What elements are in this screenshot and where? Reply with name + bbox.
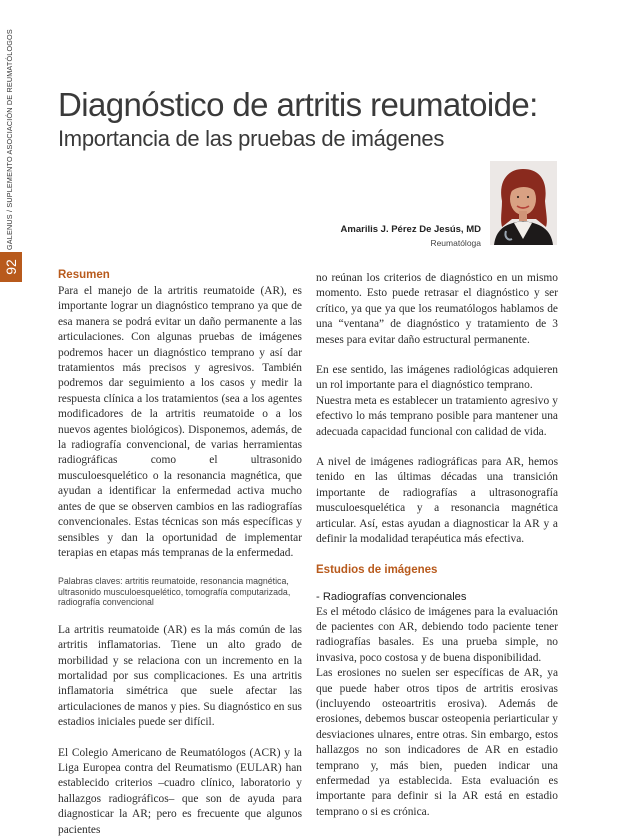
right-column (316, 271, 558, 820)
body-paragraph: La artritis reumatoide (AR) es la más común de las artritis inflamatorias. Tiene un alto grado de morbilidad y se relaciona con un incremento en la mortalidad por sus complicaciones. Es una artritis inflamatoria simétrica que suele afectar las articulaciones de manos y pies. Su diagnóstico en sus estadios iniciales puede ser difícil. (58, 623, 302, 729)
body-paragraph: Es el método clásico de imágenes para la evaluación de pacientes con AR, debiendo todo paciente tener radiografías basales. Es una prueba simple, no invasiva, poco costosa y de buena disponibilidad. (316, 605, 558, 664)
running-header-text: GALENUS / SUPLEMENTO ASOCIACIÓN DE REUMATÓLOGOS (5, 29, 14, 250)
body-paragraph: A nivel de imágenes radiográficas para AR, hemos tenido en las últimas décadas una transición importante de radiografías a ultrasonografía musculoesquelética y a resonancia magnética articular. Así, estas ayudan a diagnosticar la AR y a definir la modalidad terapéutica más efectiva. (316, 456, 558, 546)
author-role: Reumatóloga (430, 238, 481, 248)
page-number (3, 257, 19, 277)
estudios-heading: Estudios de imágenes (316, 563, 438, 576)
page-number-text: 92 (3, 259, 19, 275)
body-paragraph: En ese sentido, las imágenes radiológicas adquieren un rol importante para el diagnóstico temprano. (316, 364, 558, 392)
left-column (58, 268, 302, 838)
body-paragraph: El Colegio Americano de Reumatólogos (ACR) y la Liga Europea contra del Reumatismo (EULAR) han establecido criterios –cuadro clínico, laboratorio y hallazgos radiográficos– que son de ayuda para diagnosticar la AR; pero es frecuente que algunos pacientes (58, 746, 302, 836)
author-photo (490, 161, 557, 245)
article-title: Diagnóstico de artritis reumatoide: (58, 86, 538, 123)
resumen-paragraph: Para el manejo de la artritis reumatoide (AR), es importante lograr un diagnóstico temprano ya que de esa manera se podrá evitar un daño permanente a las articulaciones. Con algunas pruebas de imágenes podremos hacer un diagnóstico temprano y así dar tratamientos más precisos y agresivos. También podremos dar seguimiento a los casos y medir la respuesta clínica a los tratamientos (sea a los agentes modificadores de la artritis reumatoide o a los nuevos agentes biológicos). Disponemos, además, de la radiografía convencional, de varias herramientas radiográficas como el ultrasonido musculoesquelético o la resonancia magnética, que ayudan a identificar la enfermedad activa mucho antes de que se observen cambios en las radiografías convencionales. Estas técnicas son más específicas y sensibles y dan la oportunidad de implementar terapias en etapas más tempranas de la enfermedad. (58, 285, 302, 559)
body-paragraph: Las erosiones no suelen ser específicas de AR, ya que puede haber otros tipos de artritis erosivas (incluyendo osteoartritis erosiva). Además de erosiones, debemos buscar osteopenia periarticular y desviaciones ulnares, entre otras. Sin embargo, estos hallazgos no son indicadores de AR en estadio temprano y, más bien, pueden indicar una enfermedad ya establecida. Esta evaluación es importante para definir si la AR está en estadio temprano o si es crónica. (316, 667, 558, 818)
resumen-heading: Resumen (58, 269, 110, 281)
body-paragraph: no reúnan los criterios de diagnóstico en un mismo momento. Esto puede retrasar el diagnóstico y ser crítico, ya que ya que los reumatólogos hablamos de una “ventana” de diagnóstico y tratamiento de 3 meses para evitar daño estructural permanente. (316, 272, 558, 346)
article-subtitle: Importancia de las pruebas de imágenes (58, 126, 445, 151)
keywords: Palabras claves: artritis reumatoide, resonancia magnética, ultrasonido musculoesquelético, tomografía computarizada, radiografía convencional (58, 576, 291, 608)
body-paragraph: Nuestra meta es establecer un tratamiento agresivo y efectivo lo más temprano posible para mantener una adecuada capacidad funcional con calidad de vida. (316, 394, 558, 438)
subsection-heading: - Radiografías convencionales (316, 590, 467, 603)
running-header (2, 30, 20, 250)
author-portrait-image (490, 161, 557, 245)
author-name: Amarilis J. Pérez De Jesús, MD (340, 224, 481, 235)
